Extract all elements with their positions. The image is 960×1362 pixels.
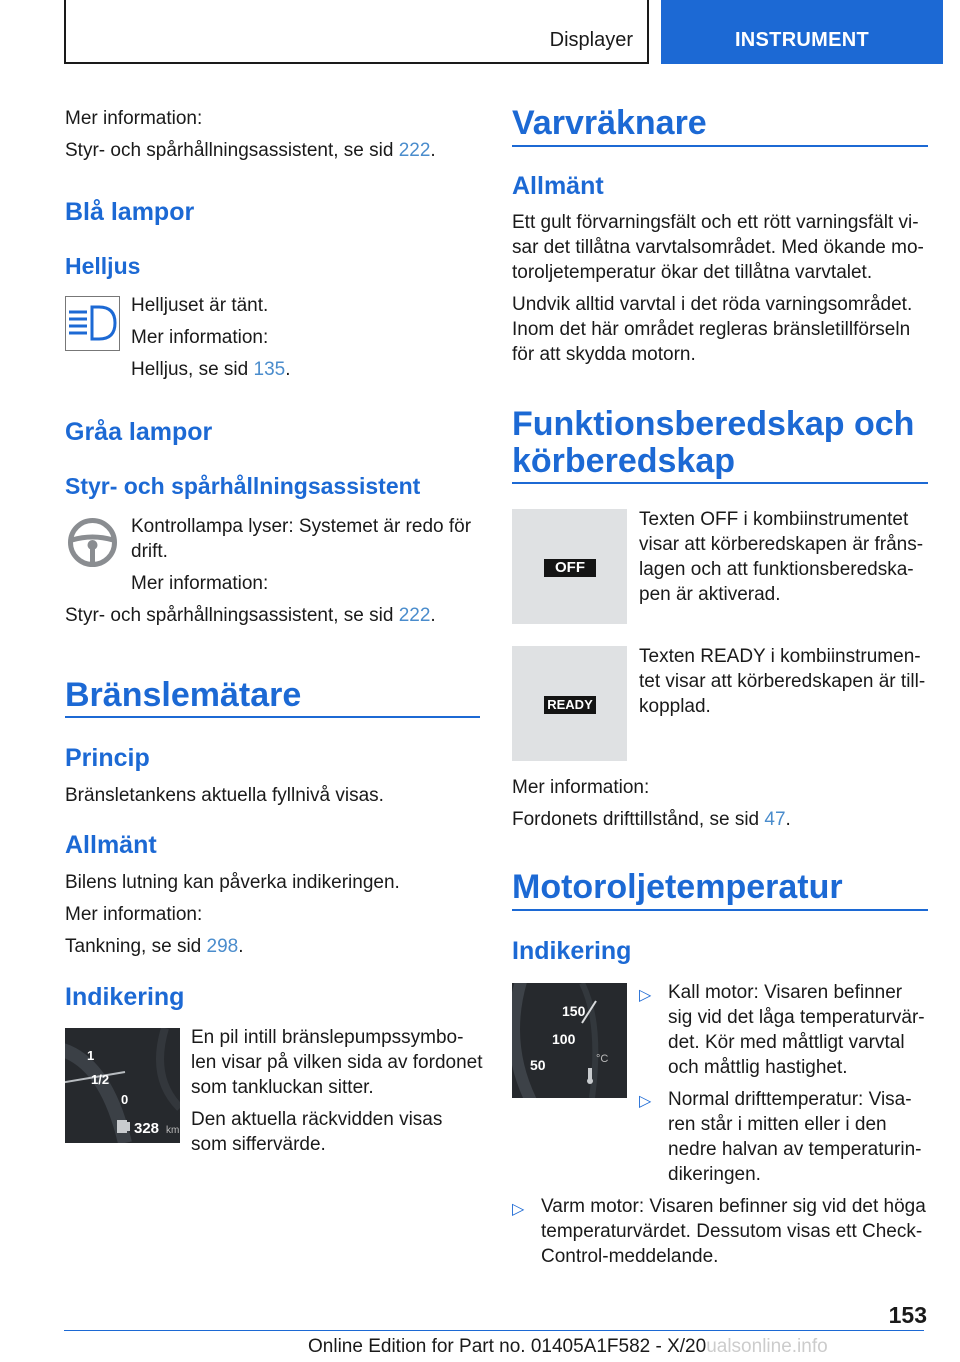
steering-more-info: Mer information: [131, 573, 269, 594]
ready-display-image [512, 646, 627, 761]
page-link[interactable]: 135 [253, 359, 286, 380]
warm-line2: temperaturvärdet. Dessutom visas ett Check- [541, 1221, 923, 1242]
ready-more-info: Mer information: [512, 777, 650, 798]
ready-badge: READY [544, 696, 596, 714]
tacho-text-line1: Ett gult förvarningsfält och ett rött varningsfält vi- [512, 212, 919, 233]
off-display-image [512, 509, 627, 624]
blue-lamps-heading: Blå lampor [65, 198, 195, 226]
highbeam-text: Helljuset är tänt. [131, 295, 269, 316]
tachometer-heading: Varvräknare [512, 104, 707, 142]
off-text-line4: pen är aktiverad. [639, 584, 781, 605]
steering-text-line1: Kontrollampa lyser: Systemet är redo för [131, 516, 472, 537]
steering-reference: Styr- och spårhållningsassistent, se sid 222. [65, 605, 436, 626]
normal-line4: dikeringen. [668, 1164, 761, 1185]
fuel-gauge-image [65, 1028, 180, 1143]
header-chapter-tab[interactable] [661, 0, 943, 64]
range-unit: km [166, 1125, 180, 1136]
cold-line3: det. Kör med måttligt varvtal [668, 1032, 905, 1053]
highbeam-heading: Helljus [65, 253, 141, 279]
steering-assist-reference: Styr- och spårhållningsassistent, se sid 222. [65, 140, 436, 161]
watermark: ualsonline.info [706, 1336, 828, 1357]
bullet-arrow-icon: ▷ [639, 987, 652, 1004]
steering-wheel-icon [65, 515, 120, 570]
principle-heading: Princip [65, 744, 150, 772]
indication-text-line2: len visar på vilken sida av fordonet [191, 1052, 483, 1073]
steering-text-line2: drift. [131, 541, 168, 562]
section-rule [512, 909, 928, 911]
principle-text: Bränsletankens aktuella fyllnivå visas. [65, 785, 384, 806]
gauge-half-label: 1/2 [91, 1072, 110, 1087]
off-text-line2: visar att körberedskapen är fråns- [639, 534, 924, 555]
indication-text-line4: Den aktuella räckvidden visas [191, 1109, 443, 1130]
more-info-label: Mer information: [65, 108, 203, 129]
normal-line2: ren står i mitten eller i den [668, 1114, 887, 1135]
range-value: 328 [134, 1120, 160, 1137]
section-rule [512, 145, 928, 147]
general-text: Bilens lutning kan påverka indikeringen. [65, 872, 400, 893]
readiness-heading-line1: Funktionsberedskap och [512, 405, 915, 443]
indication-text-line3: som tankluckan sitter. [191, 1077, 374, 1098]
gauge-full-label: 1 [87, 1048, 95, 1063]
gauge-empty-label: 0 [121, 1092, 129, 1107]
normal-line3: nedre halvan av temperaturin- [668, 1139, 922, 1160]
warm-line1: Varm motor: Visaren befinner sig vid det höga [541, 1196, 926, 1217]
off-text-line1: Texten OFF i kombiinstrumentet [639, 509, 909, 530]
indication-heading: Indikering [65, 983, 185, 1011]
page-link[interactable]: 222 [398, 140, 431, 161]
oil-gauge-unit: °C [596, 1053, 609, 1065]
footer-rule [64, 1330, 924, 1331]
footer-edition: Online Edition for Part no. 01405A1F582 - X/20ualsonline.info [308, 1336, 828, 1357]
header-section-box [64, 0, 649, 64]
page-link[interactable]: 222 [398, 605, 431, 626]
oil-temp-gauge-image [512, 983, 627, 1098]
section-rule [65, 716, 480, 718]
page-link[interactable]: 298 [206, 936, 239, 957]
header-chapter-title: INSTRUMENT [734, 29, 870, 51]
section-rule [512, 482, 928, 484]
highbeam-more-info: Mer information: [131, 327, 269, 348]
warm-line3: Control-meddelande. [541, 1246, 719, 1267]
highbeam-reference: Helljus, se sid 135. [131, 359, 291, 380]
tacho-text-line5: Inom det här området regleras bränsletillförseln [512, 319, 911, 340]
indication-text-line5: som siffervärde. [191, 1134, 326, 1155]
off-text-line3: lagen och att funktionsberedska- [639, 559, 914, 580]
tanking-reference: Tankning, se sid 298. [65, 936, 244, 957]
cold-line4: och måttlig hastighet. [668, 1057, 848, 1078]
oil-gauge-mid-label: 100 [552, 1031, 576, 1047]
off-badge: OFF [544, 559, 596, 577]
bullet-arrow-icon: ▷ [639, 1093, 652, 1110]
readiness-heading-line2: körberedskap [512, 442, 735, 480]
page-link[interactable]: 47 [764, 809, 786, 830]
vehicle-state-reference: Fordonets drifttillstånd, se sid 47. [512, 809, 791, 830]
indication-text-line1: En pil intill bränslepumpssymbo- [191, 1027, 464, 1048]
bullet-arrow-icon: ▷ [512, 1201, 525, 1218]
tacho-text-line6: för att skydda motorn. [512, 344, 696, 365]
fuel-pump-icon [117, 1120, 127, 1133]
ready-text-line1: Texten READY i kombiinstrumen- [639, 646, 921, 667]
tacho-general-heading: Allmänt [512, 172, 604, 200]
tacho-text-line4: Undvik alltid varvtal i det röda varningsområdet. [512, 294, 913, 315]
tacho-text-line2: sar det tillåtna varvtalsområdet. Med ökande mo- [512, 237, 924, 258]
oil-gauge-high-label: 150 [562, 1003, 586, 1019]
cold-line2: sig vid det låga temperaturvär- [668, 1007, 925, 1028]
normal-line1: Normal drifttemperatur: Visa- [668, 1089, 912, 1110]
page-number: 153 [888, 1302, 927, 1328]
general-more-info: Mer information: [65, 904, 203, 925]
ready-text-line2: tet visar att körberedskapen är till- [639, 671, 926, 692]
oil-gauge-low-label: 50 [530, 1057, 546, 1073]
ready-text-line3: kopplad. [639, 696, 711, 717]
general-heading: Allmänt [65, 831, 157, 859]
fuel-gauge-heading: Bränslemätare [65, 676, 302, 714]
oil-temp-heading: Motoroljetemperatur [512, 868, 843, 906]
gray-lamps-heading: Gråa lampor [65, 418, 213, 446]
steering-assist-heading: Styr- och spårhållningsassistent [65, 473, 421, 499]
highbeam-icon [65, 296, 120, 351]
oil-indication-heading: Indikering [512, 937, 632, 965]
tacho-text-line3: toroljetemperatur ökar det tillåtna varvtalet. [512, 262, 873, 283]
cold-line1: Kall motor: Visaren befinner [668, 982, 903, 1003]
header-section-title: Displayer [549, 29, 633, 51]
